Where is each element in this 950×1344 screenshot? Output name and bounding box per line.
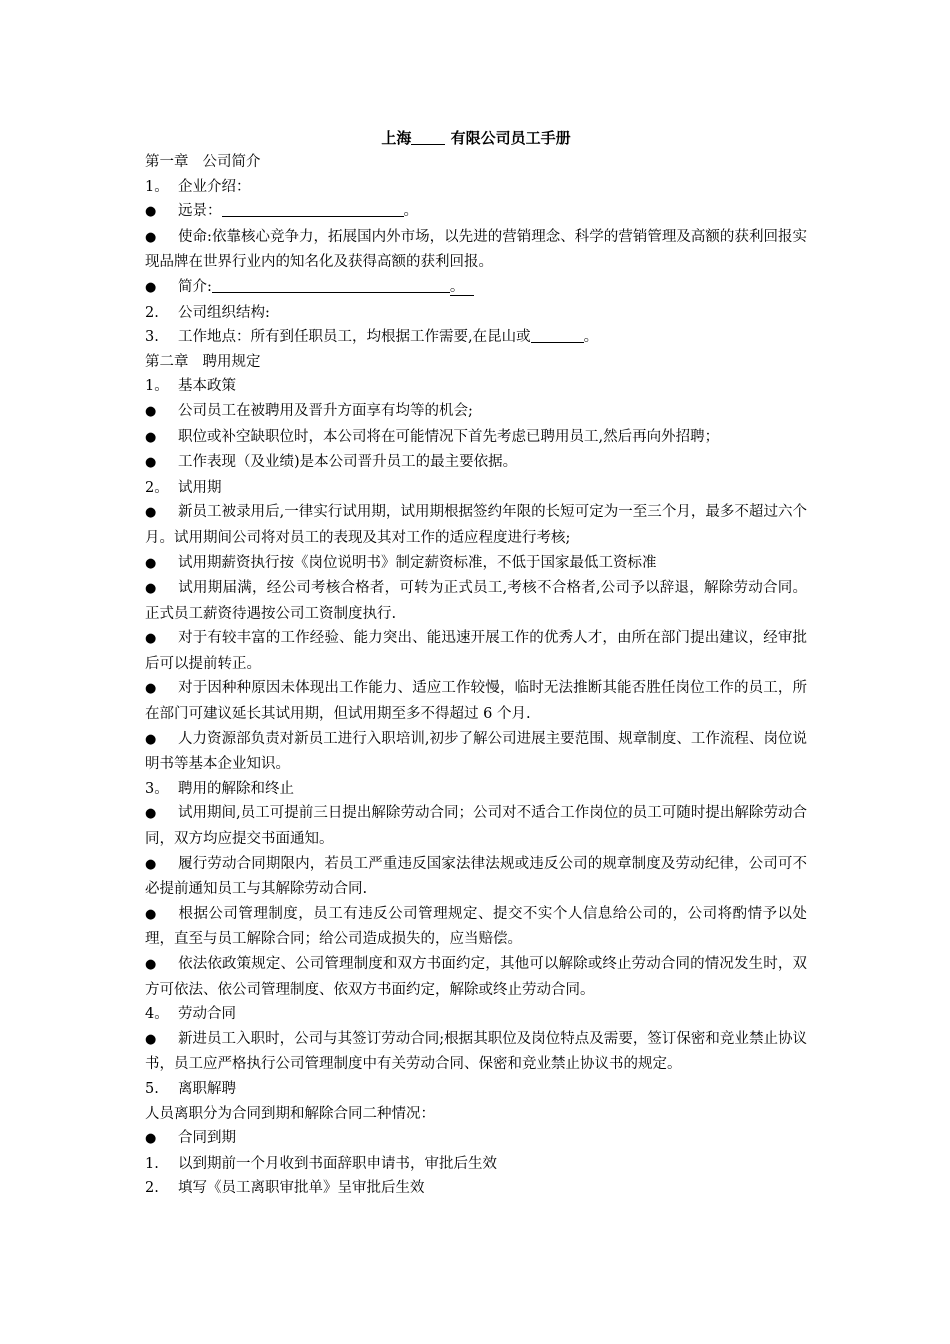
bullet-icon: ● xyxy=(145,279,157,295)
bullet-icon: ● xyxy=(145,856,157,872)
list-item: ● 根据公司管理制度，员工有违反公司管理规定、提交不实个人信息给公司的，公司将酌情予以处理，直至与员工解除合同；给公司造成损失的，应当赔偿。 xyxy=(145,902,807,952)
list-item: ● 新员工被录用后,一律实行试用期，试用期根据签约年限的长短可定为一至三个月，最多不超过六个月。试用期间公司将对员工的表现及其对工作的适应程度进行考核; xyxy=(145,500,807,550)
list-item: ● 职位或补空缺职位时，本公司将在可能情况下首先考虑已聘用员工,然后再向外招聘； xyxy=(145,425,807,451)
bullet-icon: ● xyxy=(145,681,157,697)
section-heading: 4。 劳动合同 xyxy=(145,1006,236,1023)
list-item: ● 人力资源部负责对新员工进行入职培训,初步了解公司进展主要范围、规章制度、工作流程、岗位说明书等基本企业知识。 xyxy=(145,727,807,777)
list-item: ● 合同到期 xyxy=(145,1126,807,1152)
chapter-1-heading: 第一章 公司简介 xyxy=(145,154,261,170)
bullet-icon: ● xyxy=(145,581,157,597)
section-heading: 1。 企业介绍： xyxy=(145,178,251,195)
list-item: ● 试用期届满，经公司考核合格者，可转为正式员工,考核不合格者,公司予以辞退，解除劳动合同。正式员工薪资待遇按公司工资制度执行. xyxy=(145,576,807,626)
bullet-icon: ● xyxy=(145,555,157,571)
bullet-icon: ● xyxy=(145,204,157,220)
section-heading: 3. 工作地点：所有到任职员工，均根据工作需要,在昆山或 。 xyxy=(145,325,807,350)
paragraph: 人员离职分为合同到期和解除合同二种情况： xyxy=(145,1105,435,1122)
vision-item: ● 远景： 。 xyxy=(145,199,807,225)
title-blank xyxy=(411,128,445,145)
bullet-icon: ● xyxy=(145,957,157,972)
list-item: ● 试用期薪资执行按《岗位说明书》制定薪资标准，不低于国家最低工资标准 xyxy=(145,551,807,577)
bullet-icon: ● xyxy=(145,403,157,419)
section-heading: 2。 试用期 xyxy=(145,479,222,496)
list-item: ● 依法依政策规定、公司管理制度和双方书面约定，其他可以解除或终止劳动合同的情况发生时，双方可依法、依公司管理制度、依双方书面约定，解除或终止劳动合同。 xyxy=(145,952,807,1002)
section-heading: 3。 聘用的解除和终止 xyxy=(145,780,294,797)
list-item: ● 试用期间,员工可提前三日提出解除劳动合同；公司对不适合工作岗位的员工可随时提出解除劳动合同，双方均应提交书面通知。 xyxy=(145,801,807,851)
vision-blank xyxy=(222,200,404,217)
list-item: ● 对于有较丰富的工作经验、能力突出、能迅速开展工作的优秀人才，由所在部门提出建议，经审批后可以提前转正。 xyxy=(145,626,807,676)
bullet-icon: ● xyxy=(145,631,157,647)
document-title xyxy=(145,126,807,150)
section-heading: 5. 离职解聘 xyxy=(145,1080,236,1097)
list-item: ● 对于因种种原因未体现出工作能力、适应工作较慢，临时无法推断其能否胜任岗位工作的员工，所在部门可建议延长其试用期，但试用期至多不得超过 6 个月. xyxy=(145,676,807,726)
bullet-icon: ● xyxy=(145,1131,157,1147)
bullet-icon: ● xyxy=(145,1031,157,1047)
document-body xyxy=(145,126,807,1201)
bullet-icon: ● xyxy=(145,731,157,747)
list-item: ● 新进员工入职时，公司与其签订劳动合同;根据其职位及岗位特点及需要，签订保密和竞业禁止协议书，员工应严格执行公司管理制度中有关劳动合同、保密和竞业禁止协议书的规定。 xyxy=(145,1027,807,1077)
bullet-icon: ● xyxy=(145,429,157,445)
list-item: ● 工作表现（及业绩)是本公司晋升员工的最主要依据。 xyxy=(145,450,807,476)
chapter-2-heading: 第二章 聘用规定 xyxy=(145,353,261,370)
section-heading: 2. 公司组织结构: xyxy=(145,304,270,321)
list-item: ● 履行劳动合同期限内，若员工严重违反国家法律法规或违反公司的规章制度及劳动纪律，公司可不必提前通知员工与其解除劳动合同. xyxy=(145,852,807,902)
numbered-item: 1. 以到期前一个月收到书面辞职申请书，审批后生效 xyxy=(145,1155,497,1172)
list-item: ● 公司员工在被聘用及晋升方面享有均等的机会; xyxy=(145,399,807,425)
bullet-icon: ● xyxy=(145,229,157,245)
intro-item: ● 简介: 。 xyxy=(145,275,807,301)
bullet-icon: ● xyxy=(145,505,157,521)
title-suffix: 有限公司员工手册 xyxy=(445,129,571,147)
mission-item: ● 使命:依靠核心竞争力，拓展国内外市场，以先进的营销理念、科学的营销管理及高额的获利回报实现品牌在世界行业内的知名化及获得高额的获利回报。 xyxy=(145,225,807,275)
section-heading: 1。 基本政策 xyxy=(145,378,236,395)
title-prefix: 上海 xyxy=(381,129,412,147)
numbered-item: 2. 填写《员工离职审批单》呈审批后生效 xyxy=(145,1180,425,1197)
intro-blank xyxy=(212,276,450,293)
bullet-icon: ● xyxy=(145,906,157,922)
location-blank xyxy=(531,326,584,343)
bullet-icon: ● xyxy=(145,806,157,822)
bullet-icon: ● xyxy=(145,455,157,471)
